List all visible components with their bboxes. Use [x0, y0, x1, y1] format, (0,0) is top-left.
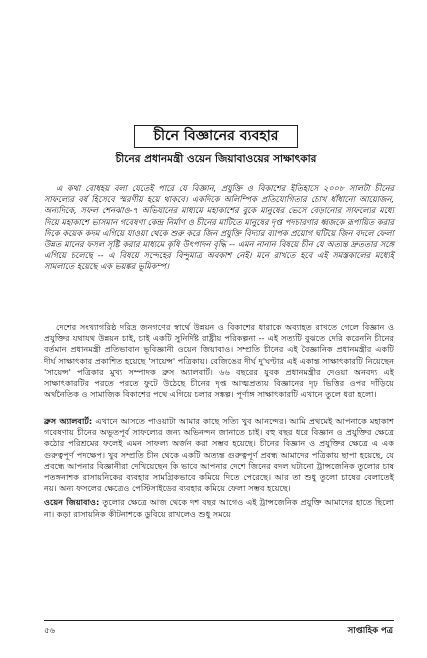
context-paragraph: দেশের সংখ্যাগরিষ্ঠ দরিদ্র জনগণের স্বার্থে উন্নয়ন ও বিকাশের ধারাকে অব্যাহত রাখতে গেলে বিজ্ঞান ও প্রযুক্তির যথাযথ উন্নয়ন চাই, চাই একটি সুনির্দিষ্ট রাষ্ট্রীয় পরিকল্পনা -- এই সত্যটি বুঝতে দেরি করেননি চীনের বর্তমান প্রধানমন্ত্রী প্রতিভাবান ভূবিজ্ঞানী ওয়েন জিয়াবাও। সম্প্রতি চীনের এই বৈজ্ঞানিক প্রধানমন্ত্রীর একটি দীর্ঘ সাক্ষাৎকার প্রকাশিত হয়েছে 'সায়েন্স' পত্রিকায়। বেজিঙের দীর্ঘ দু'ঘণ্টার এই একান্ত সাক্ষাৎকারটি নিয়েছেন 'সায়েন্স' পত্রিকার মুখ্য সম্পাদক ব্রুস অ্যালবার্ট। ৬৬ বছরের যুবক প্রধানমন্ত্রীর দেওয়া অনবদ্য এই সাক্ষাৎকারটির পরতে পরতে ফুটে উঠেছে চীনের দৃপ্ত আত্মপ্রত্যয় বিজ্ঞানের দৃঢ় ভিত্তির ওপর দাঁড়িয়ে অর্থনৈতিক ও সামাজিক বিকাশের পথে এগিয়ে চলার সঙ্কল্প। পূর্ণাঙ্গ সাক্ষাৎকারটি এখানে তুলে ধরা হলো। — [44, 322, 394, 400]
footer-divider — [44, 620, 394, 621]
interview-qa — [44, 416, 394, 523]
qa-text: এখানে আসতে পাওয়াটা আমার কাছে সত্যি খুব আনন্দের। আমি প্রথমেই আপনাকে মহাকাশ গবেষণায় চীনের অভূতপূর্ব সাফল্যের জন্য অভিনন্দন জানাতে চাই। বহু বছর ধরে বিজ্ঞান ও প্রযুক্তির ক্ষেত্রে কঠোর পরিশ্রমের ফলেই এমন সাফল্য অর্জন করা সম্ভব হয়েছে। চীনের বিজ্ঞান ও প্রযুক্তির ক্ষেত্রে এ এক গুরুত্বপূর্ণ পদক্ষেপ। খুব সম্প্রতি চীন থেকে একটি অত্যন্ত গুরুত্বপূর্ণ প্রবন্ধ আমাদের পত্রিকায় ছাপা হয়েছে, যে প্রবন্ধে আপনার বিজ্ঞানীরা দেখিয়েছেন কি ভাবে আপনার দেশে জিনের বদল ঘটানো ট্রান্সজেনিক তুলোর চাষ পতঙ্গনাশক রাসায়নিকের ব্যবহার সামগ্রিকভাবে কমিয়ে দিতে পেরেছে। আর তা শুধু তুলো চাষের বেলাতেই নয়। অন্য ফসলের ক্ষেত্রেও পেস্টিসাইডের ব্যবহার কমিয়ে ফেলা সম্ভব হয়েছে। — [44, 416, 395, 494]
qa-speaker: ওয়েন জিয়াবাও — [44, 497, 96, 508]
qa-item: ওয়েন জিয়াবাও: তুলোর ক্ষেত্রে আজ থেকে দশ বছর আগেও এই ট্রান্সজেনিক প্রযুক্তি আমাদের হাতে ছিলো না। কড়া রাসায়নিক কীটনাশকে ডুবিয়ে রাখলেও শুধু সময়ে — [44, 497, 395, 519]
intro-section — [44, 183, 394, 273]
context-section — [44, 322, 394, 400]
article-title: চীনে বিজ্ঞানের ব্যবহার — [134, 125, 298, 148]
qa-speaker: ব্রুস অ্যালবার্ট — [44, 416, 89, 426]
qa-item: ব্রুস অ্যালবার্ট: এখানে আসতে পাওয়াটা আমার কাছে সত্যি খুব আনন্দের। আমি প্রথমেই আপনাকে মহাকাশ গবেষণায় চীনের অভূতপূর্ব সাফল্যের জন্য অভিনন্দন জানাতে চাই। বহু বছর ধরে বিজ্ঞান ও প্রযুক্তির ক্ষেত্রে কঠোর পরিশ্রমের ফলেই এমন সাফল্য অর্জন করা সম্ভব হয়েছে। চীনের বিজ্ঞান ও প্রযুক্তির ক্ষেত্রে এ এক গুরুত্বপূর্ণ পদক্ষেপ। খুব সম্প্রতি চীন থেকে একটি অত্যন্ত গুরুত্বপূর্ণ প্রবন্ধ আমাদের পত্রিকায় ছাপা হয়েছে, যে প্রবন্ধে আপনার বিজ্ঞানীরা দেখিয়েছেন কি ভাবে আপনার দেশে জিনের বদল ঘটানো ট্রান্সজেনিক তুলোর চাষ পতঙ্গনাশক রাসায়নিকের ব্যবহার সামগ্রিকভাবে কমিয়ে দিতে পেরেছে। আর তা শুধু তুলো চাষের বেলাতেই নয়। অন্য ফসলের ক্ষেত্রেও পেস্টিসাইডের ব্যবহার কমিয়ে ফেলা সম্ভব হয়েছে। — [44, 416, 395, 494]
article-subtitle: চীনের প্রধানমন্ত্রী ওয়েন জিয়াবাওয়ের সাক্ষাৎকার — [115, 153, 317, 165]
publication-name: সাপ্তাহিক পত্র — [347, 626, 393, 636]
page-number: ৫৬ — [44, 626, 56, 636]
intro-paragraph: এ কথা বোধহয় বলা যেতেই পারে যে বিজ্ঞান, প্রযুক্তি ও বিকাশের ইতিহাসে ২০০৮ সালটা চীনের সাফল্যের বর্ষ হিসেবে স্মরণীয় হয়ে থাকবে। একদিকে অলিম্পিক প্রতিযোগিতার চোখ ধাঁধানো আয়োজন, অন্যদিকে, সফল শেনঝাও-৭ অভিযানের মাধ্যমে মহাকাশের বুকে মানুষের ভেসে বেড়ানোর সাফল্যের মধ্যে দিয়ে মহাকাশে ভাসমান গবেষণা কেন্দ্র নির্মাণ ও চীনের মাটিতে মানুষের দৃপ্ত পদচারণার ধ্বজকে রূপায়িত করার দিকে কয়েক কদম এগিয়ে যাওয়া থেকে শুরু করে জিন প্রযুক্তি বিদ্যার ব্যাপক প্রয়োগ ঘটিয়ে জিন বদলে ফেলা উন্নত মানের ফসল সৃষ্টি করার মাধ্যমে কৃষি উৎপাদন বৃদ্ধি -- এমন নানান বিষয়ে চীন যে অত্যন্ত দ্রুততার সঙ্গে এগিয়ে চলেছে -- এ বিষয়ে সন্দেহের বিন্দুমাত্র অবকাশ নেই। মনে রাখতে হবে এই সমস্তকালের মধ্যেই সামলাতে হয়েছে এক ভয়ঙ্কর ভূমিকম্প। — [44, 183, 394, 272]
qa-text: তুলোর ক্ষেত্রে আজ থেকে দশ বছর আগেও এই ট্রান্সজেনিক প্রযুক্তি আমাদের হাতে ছিলো না। কড়া রাসায়নিক কীটনাশকে ডুবিয়ে রাখলেও শুধু সময়ে — [44, 497, 395, 519]
